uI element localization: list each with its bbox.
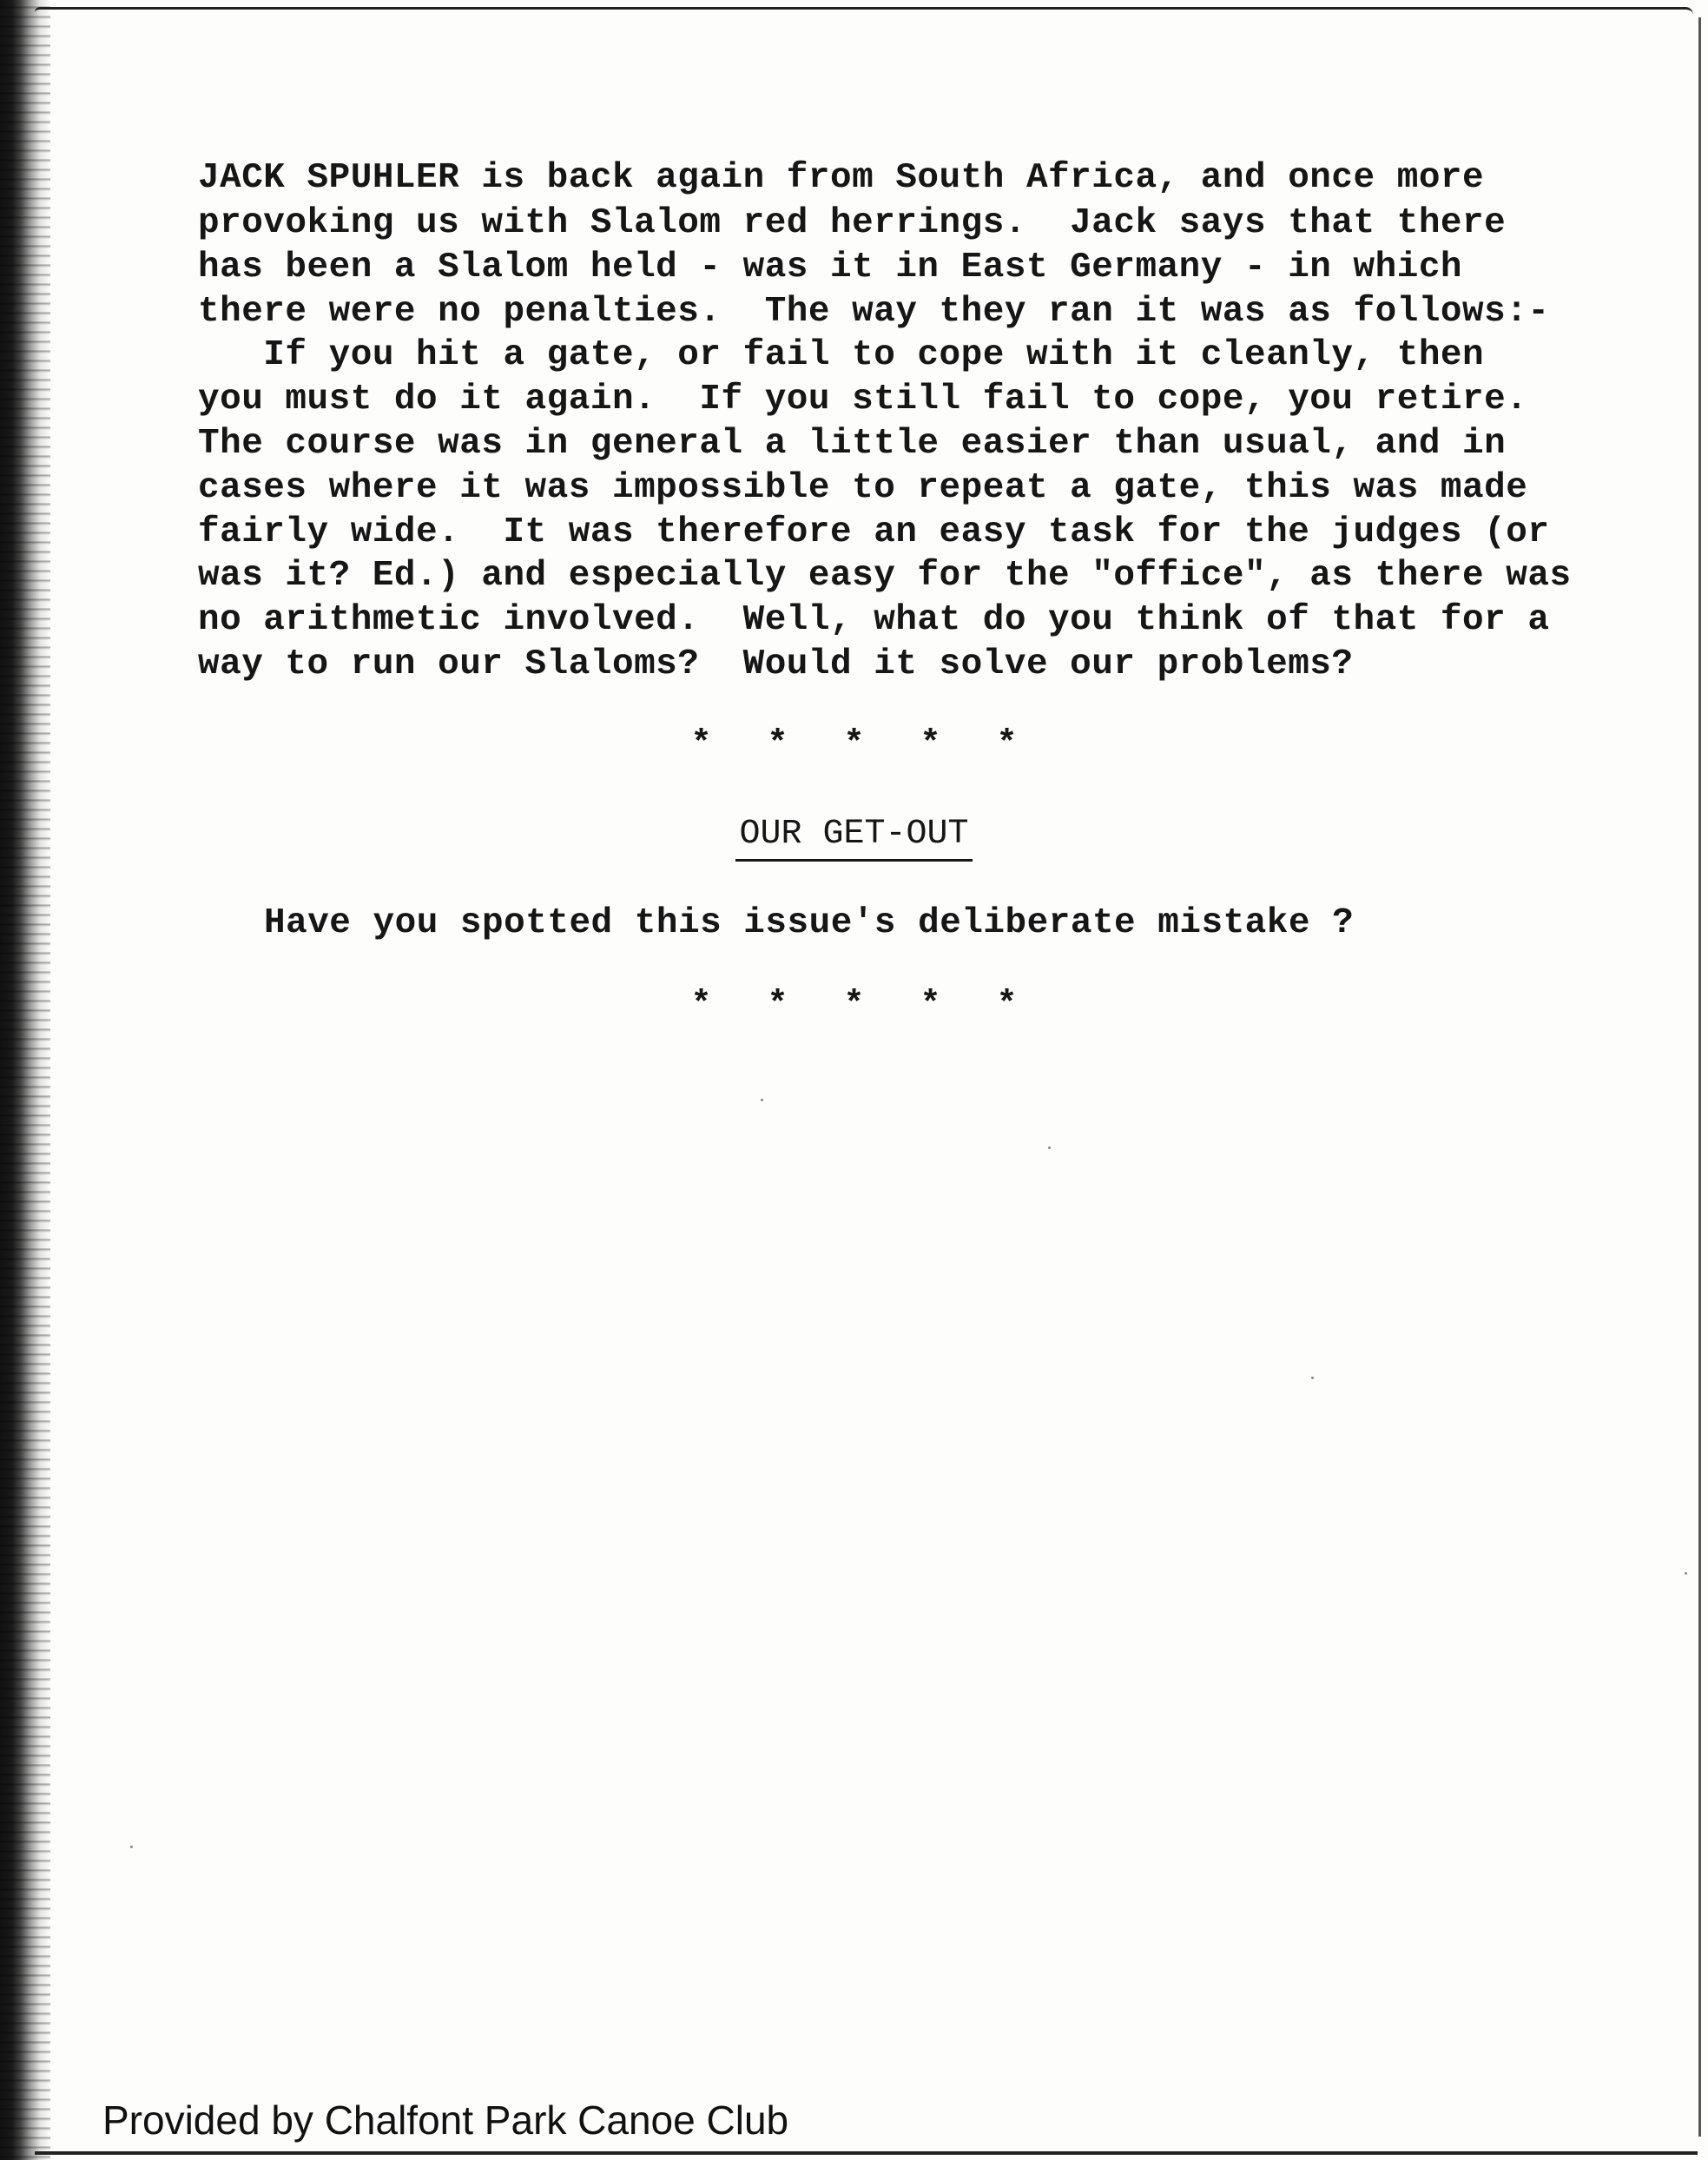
- article-line: fairly wide. It was therefore an easy task for the judges (or: [198, 512, 1550, 552]
- scan-speck: [761, 1099, 763, 1101]
- article-line: If you hit a gate, or fail to cope with it cleanly, then: [198, 335, 1485, 375]
- article-line: you must do it again. If you still fail to cope, you retire.: [198, 380, 1528, 419]
- article-line: JACK SPUHLER is back again from South Africa, and once more: [198, 158, 1485, 198]
- separator-stars: * * * * *: [690, 986, 1018, 1025]
- provider-credit: Provided by Chalfont Park Canoe Club: [102, 2097, 789, 2143]
- section-heading: [0, 815, 1708, 862]
- article-line: there were no penalties. The way they ran it was as follows:-: [198, 292, 1550, 332]
- article-line: no arithmetic involved. Well, what do you think of that for a: [198, 600, 1550, 640]
- scan-speck: [1311, 1377, 1314, 1379]
- bottom-page-edge: [35, 2151, 1698, 2155]
- right-page-edge: [1698, 17, 1701, 2137]
- heading-text: OUR GET-OUT: [735, 815, 972, 862]
- article-line: The course was in general a little easier than usual, and in: [198, 424, 1507, 464]
- top-page-edge: [35, 7, 1693, 15]
- scan-speck: [130, 1846, 133, 1848]
- article-line: provoking us with Slalom red herrings. Jack says that there: [198, 203, 1507, 243]
- article-line: cases where it was impossible to repeat a gate, this was made: [198, 468, 1528, 508]
- article-line: has been a Slalom held - was it in East Germany - in which: [198, 248, 1463, 287]
- article-line: was it? Ed.) and especially easy for the "office", as there was: [198, 556, 1572, 596]
- separator-stars: * * * * *: [690, 725, 1018, 764]
- article-line: way to run our Slaloms? Would it solve our problems?: [198, 644, 1354, 684]
- scan-speck: [1685, 1572, 1687, 1575]
- scan-speck: [1048, 1146, 1051, 1149]
- question-text: Have you spotted this issue's deliberate mistake ?: [264, 903, 1355, 943]
- binding-edge: [0, 0, 50, 2160]
